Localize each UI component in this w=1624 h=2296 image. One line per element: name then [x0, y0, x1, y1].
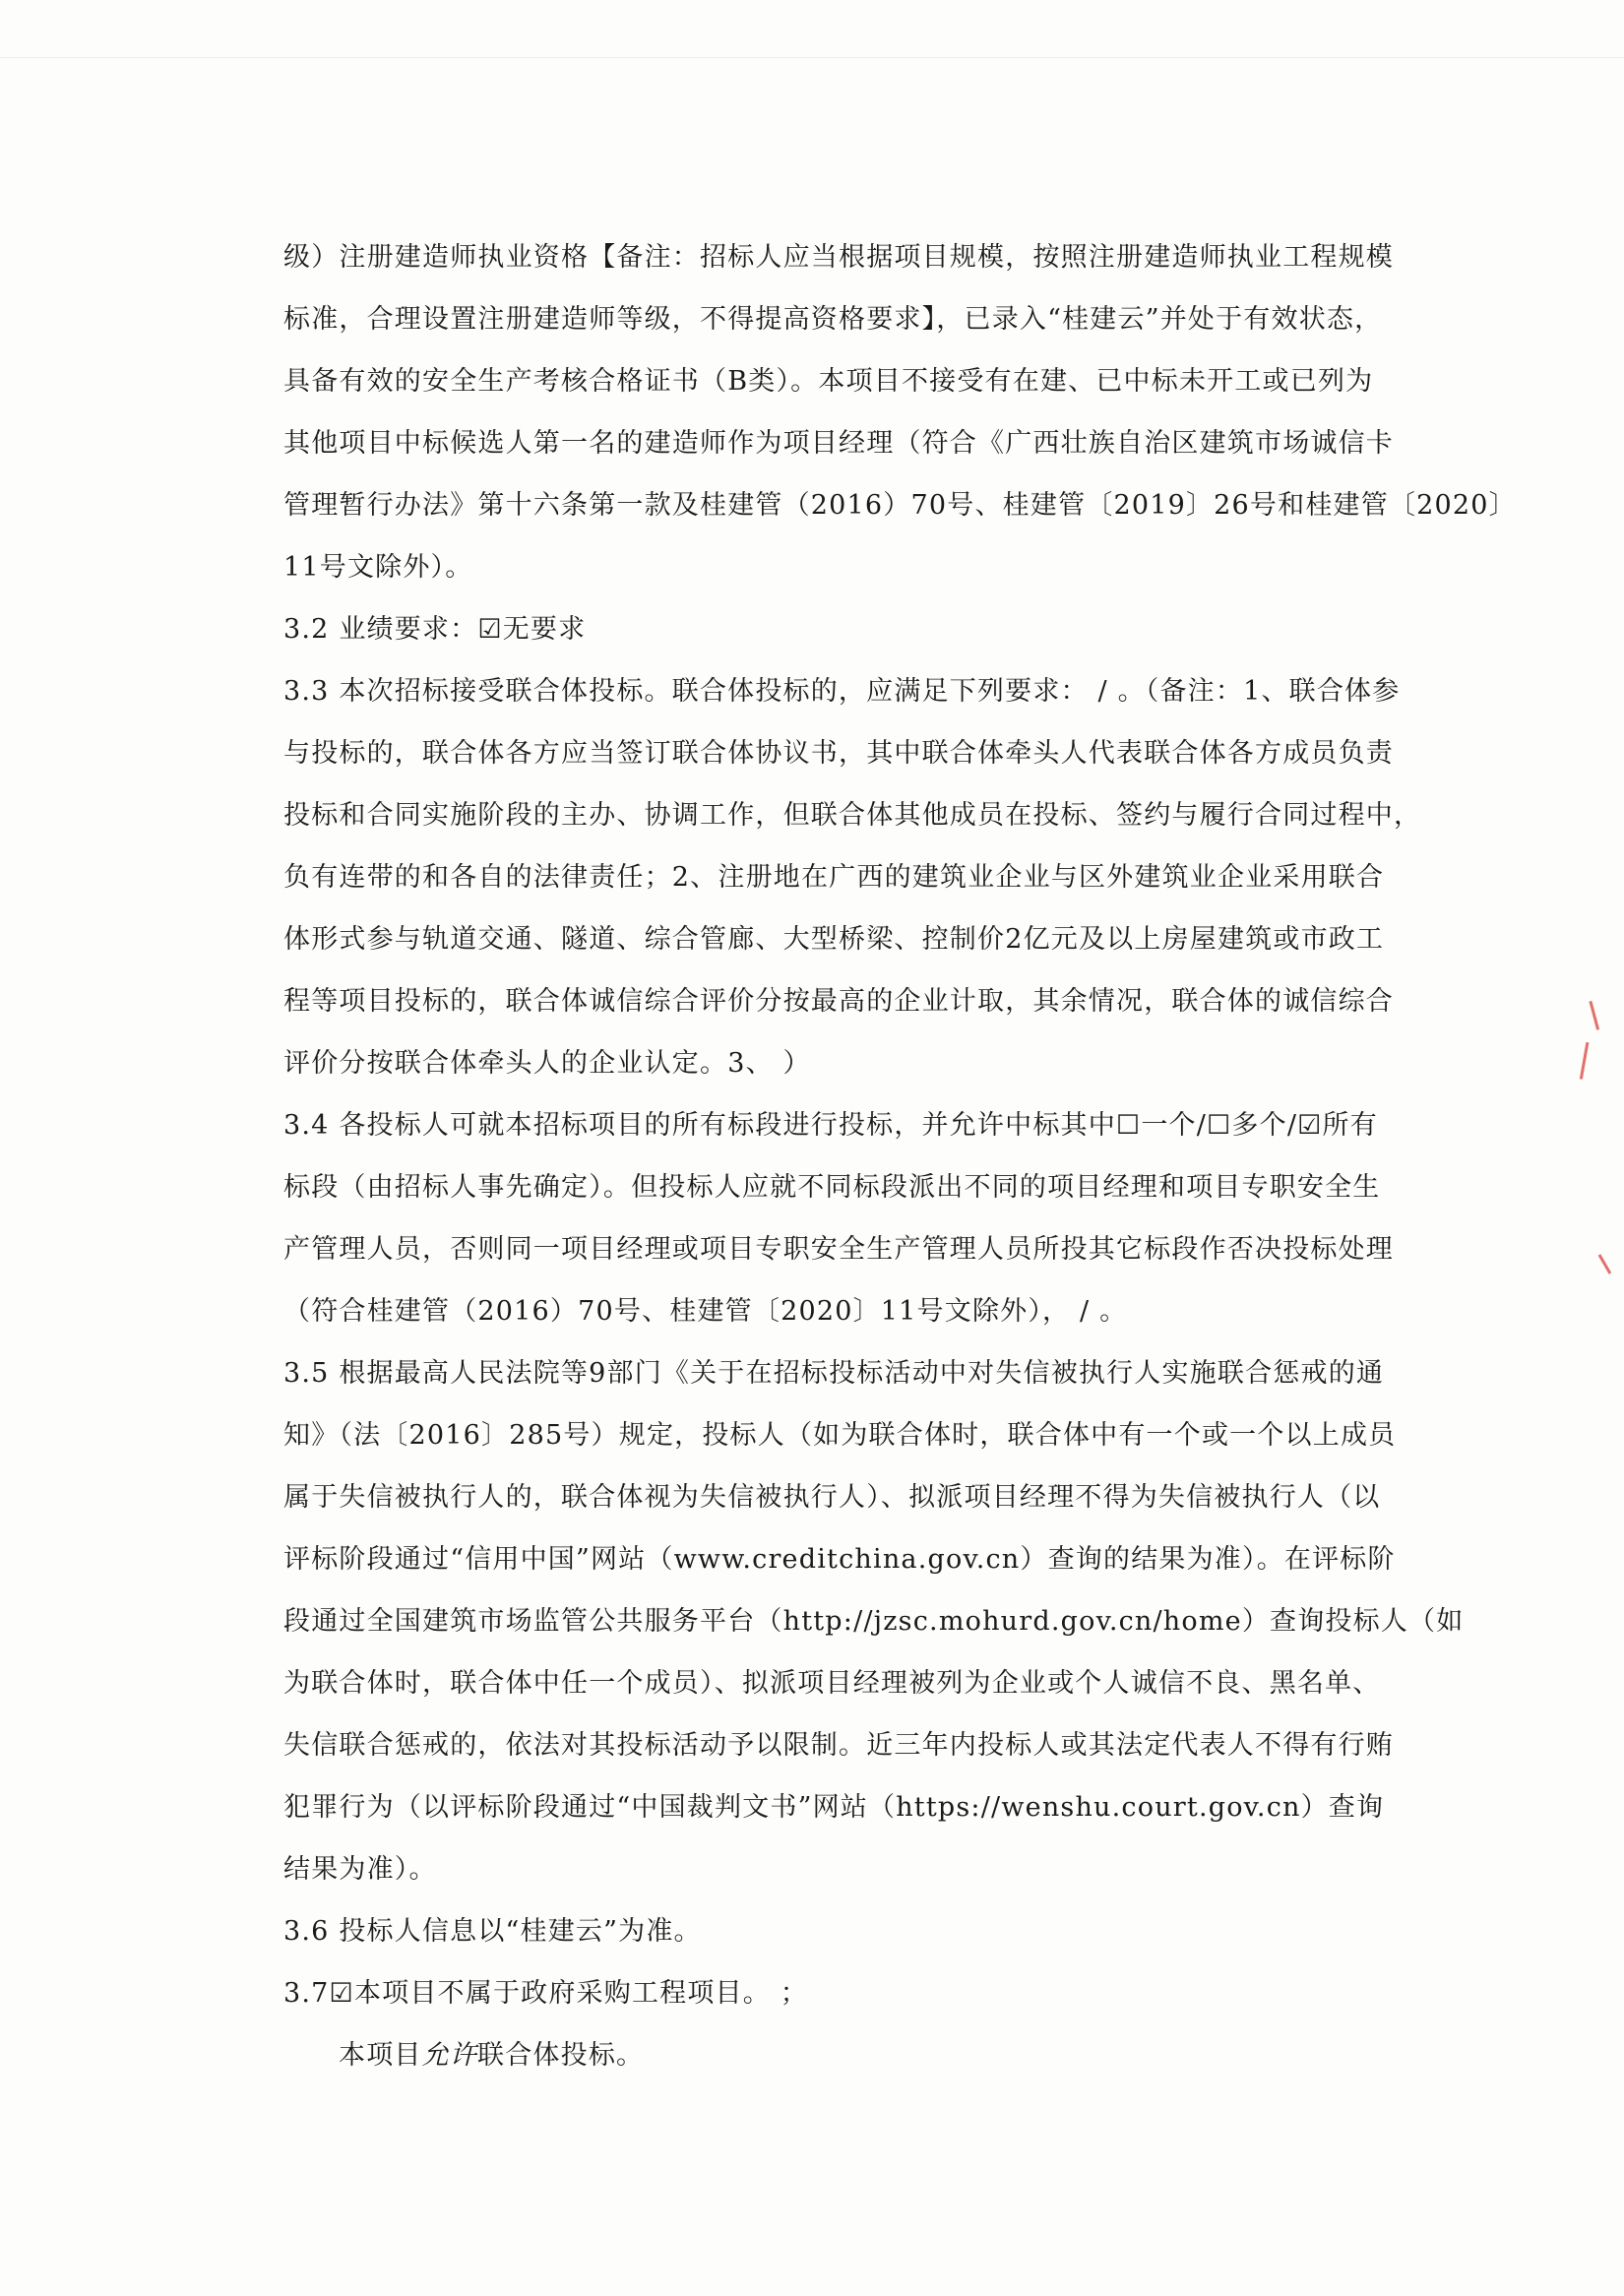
- text-line-3: 具备有效的安全生产考核合格证书（B类）。本项目不接受有在建、已中标未开工或已列为: [283, 366, 1374, 397]
- section-3-5-line-2: 知》（法〔2016〕285号）规定，投标人（如为联合体时，联合体中有一个或一个以上成员: [283, 1420, 1397, 1451]
- scan-artifact-top: [0, 57, 1624, 58]
- section-3-5-line-5: 段通过全国建筑市场监管公共服务平台（http://jzsc.mohurd.gov.cn/home）查询投标人（如: [283, 1606, 1465, 1637]
- handwritten-allow: 允许: [421, 2040, 478, 2071]
- stamp-fragment-1: [1589, 997, 1612, 1029]
- section-3-4-line-1: 3.4 各投标人可就本招标项目的所有标段进行投标，并允许中标其中☐一个/☐多个/☑所有: [283, 1110, 1378, 1141]
- text-line-1: 级）注册建造师执业资格【备注：招标人应当根据项目规模，按照注册建造师执业工程规模: [283, 242, 1394, 273]
- section-3-5-line-9: 结果为准）。: [283, 1854, 437, 1885]
- section-3-3-line-2: 与投标的，联合体各方应当签订联合体协议书，其中联合体牵头人代表联合体各方成员负责: [283, 738, 1394, 769]
- section-3-3-line-6: 程等项目投标的，联合体诚信综合评价分按最高的企业计取，其余情况，联合体的诚信综合: [283, 986, 1394, 1017]
- stamp-fragment-3: [1598, 1247, 1624, 1274]
- section-3-3-line-7: 评价分按联合体牵头人的企业认定。3、 ）: [283, 1048, 811, 1079]
- section-3-4-line-3: 产管理人员，否则同一项目经理或项目专职安全生产管理人员所投其它标段作否决投标处理: [283, 1234, 1394, 1265]
- section-3-4-line-2: 标段（由招标人事先确定）。但投标人应就不同标段派出不同的项目经理和项目专职安全生: [283, 1172, 1381, 1203]
- section-3-5-line-6: 为联合体时，联合体中任一个成员）、拟派项目经理被列为企业或个人诚信不良、黑名单、: [283, 1668, 1381, 1699]
- section-3-5-line-3: 属于失信被执行人的，联合体视为失信被执行人）、拟派项目经理不得为失信被执行人（以: [283, 1482, 1381, 1513]
- section-3-3-line-3: 投标和合同实施阶段的主办、协调工作，但联合体其他成员在投标、签约与履行合同过程中，: [283, 800, 1422, 831]
- section-3-7: 3.7☑本项目不属于政府采购工程项目。 ；: [283, 1978, 808, 2009]
- stamp-fragment-2: [1580, 1042, 1602, 1082]
- joint-bid-prefix: 本项目: [339, 2040, 422, 2071]
- section-3-4-line-4: （符合桂建管（2016）70号、桂建管〔2020〕11号文除外）， / 。: [283, 1296, 1128, 1327]
- text-line-5: 管理暂行办法》第十六条第一款及桂建管（2016）70号、桂建管〔2019〕26号和桂建管〔2020〕: [283, 490, 1517, 521]
- section-3-5-line-7: 失信联合惩戒的，依法对其投标活动予以限制。近三年内投标人或其法定代表人不得有行贿: [283, 1730, 1394, 1761]
- text-line-2: 标准，合理设置注册建造师等级，不得提高资格要求】，已录入“桂建云”并处于有效状态，: [283, 304, 1383, 335]
- section-3-3-line-4: 负有连带的和各自的法律责任；2、注册地在广西的建筑业企业与区外建筑业企业采用联合: [283, 862, 1385, 893]
- section-3-3-line-1: 3.3 本次招标接受联合体投标。联合体投标的，应满足下列要求： / 。（备注：1、联合体参: [283, 676, 1401, 707]
- joint-bid-suffix: 联合体投标。: [477, 2040, 645, 2071]
- section-3-3-line-5: 体形式参与轨道交通、隧道、综合管廊、大型桥梁、控制价2亿元及以上房屋建筑或市政工: [283, 924, 1385, 955]
- text-line-4: 其他项目中标候选人第一名的建造师作为项目经理（符合《广西壮族自治区建筑市场诚信卡: [283, 428, 1394, 459]
- section-3-6: 3.6 投标人信息以“桂建云”为准。: [283, 1916, 702, 1947]
- section-3-2: 3.2 业绩要求：☑无要求: [283, 614, 587, 645]
- text-line-6: 11号文除外）。: [283, 552, 473, 583]
- section-3-5-line-1: 3.5 根据最高人民法院等9部门《关于在招标投标活动中对失信被执行人实施联合惩戒的通: [283, 1358, 1385, 1389]
- section-3-5-line-8: 犯罪行为（以评标阶段通过“中国裁判文书”网站（https://wenshu.court.gov.cn）查询: [283, 1792, 1385, 1823]
- joint-bid-statement: [339, 2039, 644, 2073]
- section-3-5-line-4: 评标阶段通过“信用中国”网站（www.creditchina.gov.cn）查询的结果为准）。在评标阶: [283, 1544, 1396, 1575]
